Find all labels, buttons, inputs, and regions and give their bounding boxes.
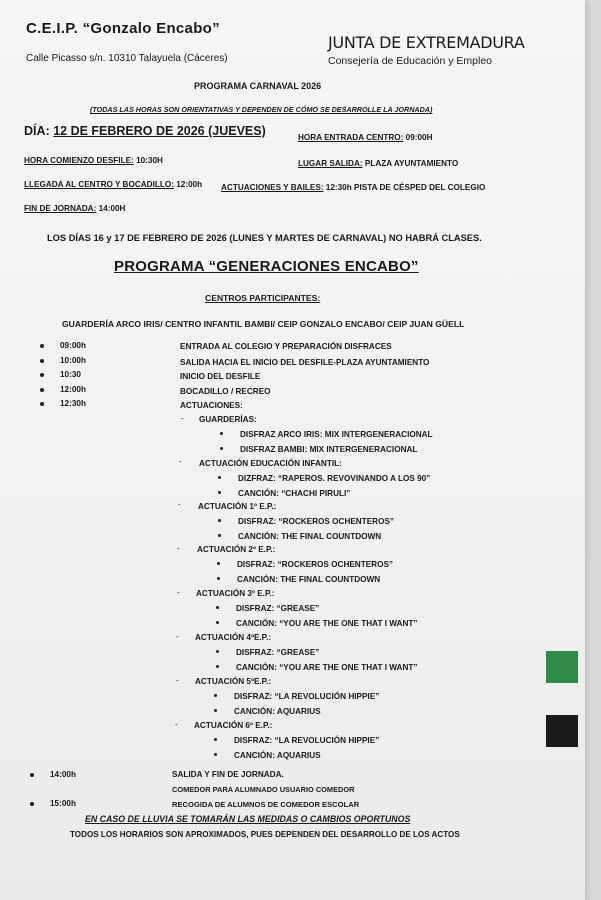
actuacion-title: ACTUACIÓN 5ºE.P.: [195,677,272,686]
fin-label: FIN DE JORNADA: [24,204,97,213]
dia-line [24,124,266,138]
dash-icon: - [177,588,180,597]
bullet-icon [218,519,221,522]
actuacion-item: CANCIÓN: THE FINAL COUNTDOWN [237,575,381,584]
horarios-notice: TODOS LOS HORARIOS SON APROXIMADOS, PUES DEPENDEN DEL DESARROLLO DE LOS ACTOS [70,830,460,839]
lluvia-notice: EN CASO DE LLUVIA SE TOMARÁN LAS MEDIDAS O CAMBIOS OPORTUNOS [85,814,411,824]
actuacion-item: DIZFRAZ: “RAPEROS. REVOVINANDO A LOS 90” [238,474,431,483]
actuacion-item: DISFRAZ: “ROCKEROS OCHENTEROS” [237,560,394,569]
actuacion-item: CANCIÓN: “YOU ARE THE ONE THAT I WANT” [236,663,418,672]
fin-value: 14:00H [98,204,126,213]
actuaciones-line [221,183,485,192]
dash-icon: - [176,632,179,641]
schedule-text: INICIO DEL DESFILE [180,372,261,381]
bullet-icon [220,447,223,450]
entrada-label: HORA ENTRADA CENTRO: [298,133,404,142]
actuacion-item: DISFRAZ: “GREASE” [236,648,320,657]
bullet-icon [217,577,220,580]
salida-value: PLAZA AYUNTAMIENTO [364,159,459,168]
actuacion-title: ACTUACIÓN 6º E.P.: [194,721,273,730]
dash-icon: - [178,500,181,509]
actuacion-title: ACTUACIÓN 2º E.P.: [197,545,276,554]
llegada-value: 12:00h [176,180,203,189]
bullet-icon [216,606,219,609]
no-clases-notice: LOS DÍAS 16 y 17 DE FEBRERO DE 2026 (LUNES Y MARTES DE CARNAVAL) NO HABRÁ CLASES. [47,233,482,243]
bullet-icon [216,665,219,668]
dia-value: 12 DE FEBRERO DE 2026 (JUEVES) [53,124,266,138]
bullet-icon [218,476,221,479]
bullet-icon [214,694,217,697]
bullet-icon [40,373,44,377]
schedule-time: 09:00h [60,341,86,350]
bullet-icon [40,402,44,406]
bullet-icon [216,650,219,653]
schedule-time: 10:00h [60,356,86,365]
actuacion-item: CANCIÓN: THE FINAL COUNTDOWN [238,532,382,541]
actuacion-item: CANCIÓN: AQUARIUS [234,707,321,716]
llegada-label: LLEGADA AL CENTRO Y BOCADILLO: [24,180,174,189]
bullet-icon [214,738,217,741]
fin-line [24,204,125,213]
final-text: SALIDA Y FIN DE JORNADA. [172,770,284,779]
generaciones-title: PROGRAMA “GENERACIONES ENCABO” [114,258,419,275]
schedule-text: SALIDA HACIA EL INICIO DEL DESFILE-PLAZA AYUNTAMIENTO [180,358,430,367]
actuaciones-label: ACTUACIONES Y BAILES: [221,183,324,192]
actuaciones-value: 12:30h PISTA DE CÉSPED DEL COLEGIO [325,183,486,192]
bullet-icon [40,359,44,363]
final-time: 15:00h [50,799,76,808]
bullet-icon [216,621,219,624]
bullet-icon [220,432,223,435]
schedule-time: 10:30 [60,370,81,379]
bullet-icon [217,562,220,565]
bullet-icon [30,802,34,806]
actuacion-item: DISFRAZ: “ROCKEROS OCHENTEROS” [238,517,395,526]
salida-label: LUGAR SALIDA: [298,159,363,168]
dash-icon: - [179,457,182,466]
desfile-label: HORA COMIENZO DESFILE: [24,156,134,165]
actuacion-item: DISFRAZ: “LA REVOLUCIÓN HIPPIE” [234,736,380,745]
desfile-line [24,156,163,165]
bullet-icon [214,709,217,712]
green-swatch [546,651,578,683]
bullet-icon [40,388,44,392]
actuacion-title: ACTUACIÓN EDUCACIÓN INFANTIL: [199,459,342,468]
centros-title: CENTROS PARTICIPANTES: [205,293,321,303]
orientative-note: (TODAS LAS HORAS SON ORIENTATIVAS Y DEPENDEN DE CÓMO SE DESARROLLE LA JORNADA) [90,105,433,114]
schedule-text: ENTRADA AL COLEGIO Y PREPARACIÓN DISFRACES [180,342,392,351]
salida-line [298,159,458,168]
schedule-text: ACTUACIONES: [180,401,243,410]
bullet-icon [218,491,221,494]
dash-icon: - [177,544,180,553]
schedule-text: BOCADILLO / RECREO [180,387,271,396]
bullet-icon [214,753,217,756]
centros-list: GUARDERÍA ARCO IRIS/ CENTRO INFANTIL BAMBI/ CEIP GONZALO ENCABO/ CEIP JUAN GÜELL [62,319,465,329]
black-swatch [546,715,578,747]
desfile-value: 10:30H [136,156,163,165]
schedule-time: 12:30h [60,399,86,408]
dash-icon: - [175,720,178,729]
bullet-icon [40,344,44,348]
dia-label: DÍA: [24,124,50,138]
bullet-icon [30,773,34,777]
school-address: Calle Picasso s/n. 10310 Talayuela (Cáceres) [26,53,228,64]
school-name: C.E.I.P. “Gonzalo Encabo” [26,20,220,37]
final-text: RECOGIDA DE ALUMNOS DE COMEDOR ESCOLAR [172,800,360,809]
llegada-line [24,180,202,189]
final-subtext: COMEDOR PARA ALUMNADO USUARIO COMEDOR [172,785,355,794]
final-time: 14:00h [50,770,76,779]
actuacion-title: ACTUACIÓN 1º E.P.: [198,502,277,511]
actuacion-item: CANCIÓN: “CHACHI PIRULI” [238,489,351,498]
actuacion-item: CANCIÓN: “YOU ARE THE ONE THAT I WANT” [236,619,418,628]
programa-title: PROGRAMA CARNAVAL 2026 [194,81,322,91]
actuacion-item: CANCIÓN: AQUARIUS [234,751,321,760]
actuacion-title: ACTUACIÓN 4ºE.P.: [195,633,272,642]
actuacion-item: DISFRAZ: “LA REVOLUCIÓN HIPPIE” [234,692,380,701]
schedule-time: 12:00h [60,385,86,394]
dash-icon: - [181,414,184,423]
consejeria-text: Consejería de Educación y Empleo [328,55,493,67]
actuacion-item: DISFRAZ: “GREASE” [236,604,320,613]
actuacion-title: GUARDERÍAS: [199,415,257,424]
bullet-icon [218,534,221,537]
entrada-line [298,133,433,142]
junta-logo-text: JUNTA DE EXTREMADURA [328,33,525,52]
entrada-value: 09:00H [405,133,433,142]
actuacion-item: DISFRAZ ARCO IRIS: MIX INTERGENERACIONAL [240,430,433,439]
actuacion-item: DISFRAZ BAMBI: MIX INTERGENERACIONAL [240,445,418,454]
dash-icon: - [176,676,179,685]
actuacion-title: ACTUACIÓN 3º E.P.: [196,589,275,598]
